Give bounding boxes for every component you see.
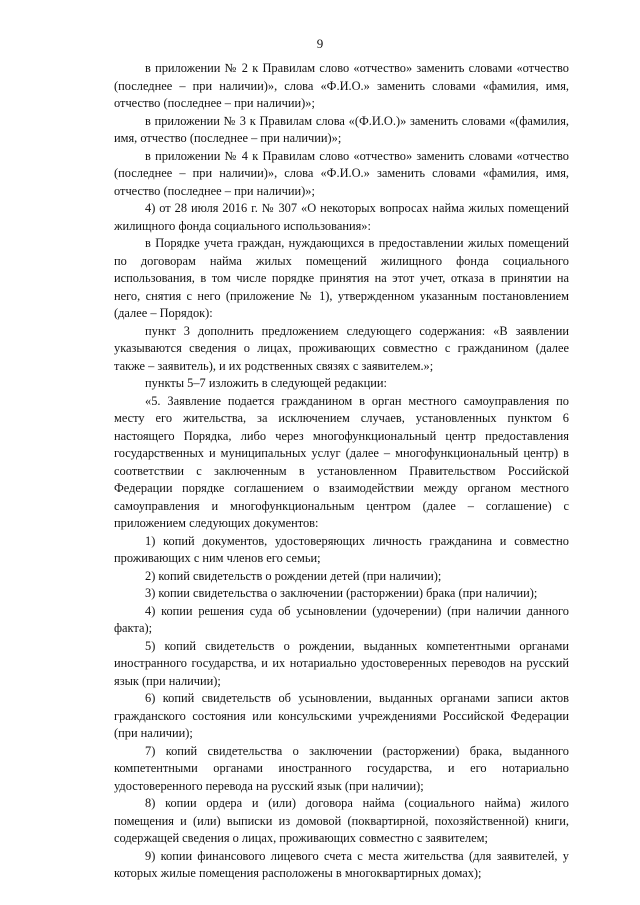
list-item-6: 6) копий свидетельств об усыновлении, выданных органами записи актов гражданского состояния или консульскими учреждениями Российской Федерации (при наличии);: [114, 691, 569, 740]
paragraph-resolution-307: 4) от 28 июля 2016 г. № 307 «О некоторых вопросах найма жилых помещений жилищного фонда социального использования»:: [114, 201, 569, 233]
paragraph-clause-3: пункт 3 дополнить предложением следующего содержания: «В заявлении указываются сведения о лицах, проживающих совместно с гражданином (далее также – заявитель), и их родственных связях с заявителем.»;: [114, 323, 569, 373]
list-item-8: 8) копии ордера и (или) договора найма (социального найма) жилого помещения и (или) выписки из домовой (поквартирной, похозяйственной) книги, содержащей сведения о лицах, проживающих совместно с заявителем;: [114, 796, 569, 845]
list-item-7: 7) копий свидетельства о заключении (расторжении) брака, выданного компетентными органами иностранного государства, и его нотариально удостоверенного перевода на русский язык (при наличии);: [114, 743, 569, 793]
paragraph-clause-5: «5. Заявление подается гражданином в орган местного самоуправления по месту его жительства, за исключением случаев, установленных пунктом 6 настоящего Порядка, либо через многофункциональный центр предоставления государственных и муниципальных услуг (далее – многофункциональный центр) в соответствии с заключенным в установленном Правительством Российской Федерации порядке соглашением о взаимодействии между органом местного самоуправления и многофункциональным центром (далее – соглашение) с приложением следующих документов:: [114, 393, 569, 530]
paragraph-clauses-5-7: пункты 5–7 изложить в следующей редакции:: [145, 376, 387, 390]
list-item-3: 3) копии свидетельства о заключении (расторжении) брака (при наличии);: [145, 586, 538, 600]
list-item-9: 9) копии финансового лицевого счета с места жительства (для заявителей, у которых жилые помещения расположены в многоквартирных домах);: [114, 848, 569, 880]
paragraph-appendix-3: в приложении № 3 к Правилам слова «(Ф.И.О.)» заменить словами «(фамилия, имя, отчество (последнее – при наличии)»;: [114, 113, 569, 145]
document-body: [114, 60, 569, 883]
list-item-4: 4) копии решения суда об усыновлении (удочерении) (при наличии данного факта);: [114, 603, 569, 635]
list-item-1: 1) копий документов, удостоверяющих личность гражданина и совместно проживающих с ним членов его семьи;: [114, 533, 569, 565]
page-number: 9: [316, 36, 324, 51]
list-item-5: 5) копий свидетельств о рождении, выданных компетентными органами иностранного государства, и их нотариально удостоверенных переводов на русский язык (при наличии);: [114, 638, 569, 688]
list-item-2: 2) копий свидетельств о рождении детей (при наличии);: [145, 568, 442, 583]
paragraph-appendix-2: в приложении № 2 к Правилам слово «отчество» заменить словами «отчество (последнее – при наличии)», слова «Ф.И.О.» заменить словами «фамилия, имя, отчество (последнее – при наличии)»;: [114, 61, 569, 110]
paragraph-procedure: в Порядке учета граждан, нуждающихся в предоставлении жилых помещений по договорам найма жилых помещений жилищного фонда социального использования, в том числе порядке принятия на этот учет, отказа в принятии на него, снятия с него (приложение № 1), утвержденном указанным постановлением (далее – Порядок):: [114, 236, 569, 320]
paragraph-appendix-4: в приложении № 4 к Правилам слово «отчество» заменить словами «отчество (последнее – при наличии)», слова «Ф.И.О.» заменить словами «фамилия, имя, отчество (последнее – при наличии)»;: [114, 148, 569, 198]
